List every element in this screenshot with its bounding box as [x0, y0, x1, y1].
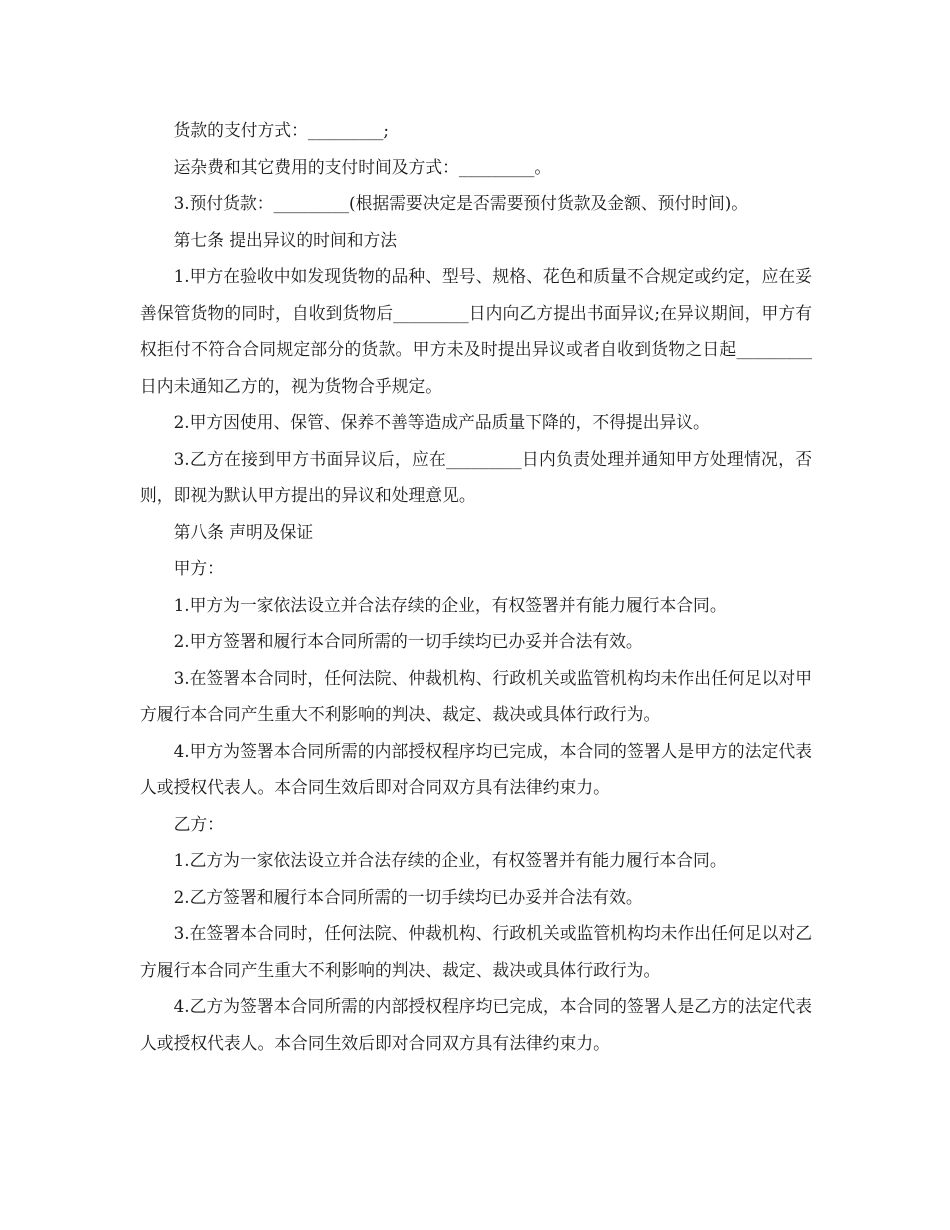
article-7-item-1: 1.甲方在验收中如发现货物的品种、型号、规格、花色和质量不合规定或约定，应在妥善保管货物的同时，自收到货物后_________日内向乙方提出书面异议;在异议期间，甲方有权拒付不符合合同规定部分的货款。甲方未及时提出异议或者自收到货物之日起_________日内未通知乙方的，视为货物合乎规定。 [140, 266, 812, 396]
party-b-item-3: 3.在签署本合同时，任何法院、仲裁机构、行政机关或监管机构均未作出任何足以对乙方履行本合同产生重大不利影响的判决、裁定、裁决或具体行政行为。 [140, 923, 812, 980]
payment-method-line: 货款的支付方式：_________; [173, 120, 390, 140]
party-a-item-2: 2.甲方签署和履行本合同所需的一切手续均已办妥并合法有效。 [173, 631, 643, 651]
prepayment-clause: 3.预付货款：_________(根据需要决定是否需要预付货款及金额、预付时间)。 [173, 193, 749, 213]
party-a-item-4: 4.甲方为签署本合同所需的内部授权程序均已完成，本合同的签署人是甲方的法定代表人或授权代表人。本合同生效后即对合同双方具有法律约束力。 [140, 740, 812, 797]
party-b-label: 乙方： [173, 813, 224, 834]
party-b-item-2: 2.乙方签署和履行本合同所需的一切手续均已办妥并合法有效。 [173, 886, 643, 907]
article-8-heading: 第八条 声明及保证 [173, 521, 314, 542]
party-a-item-3: 3.在签署本合同时，任何法院、仲裁机构、行政机关或监管机构均未作出任何足以对甲方履行本合同产生重大不利影响的判决、裁定、裁决或具体行政行为。 [140, 667, 812, 724]
party-a-item-1: 1.甲方为一家依法设立并合法存续的企业，有权签署并有能力履行本合同。 [173, 594, 727, 615]
freight-payment-line: 运杂费和其它费用的支付时间及方式：_________。 [173, 156, 552, 177]
party-b-item-4: 4.乙方为签署本合同所需的内部授权程序均已完成，本合同的签署人是乙方的法定代表人或授权代表人。本合同生效后即对合同双方具有法律约束力。 [140, 996, 812, 1053]
article-7-item-2: 2.甲方因使用、保管、保养不善等造成产品质量下降的，不得提出异议。 [173, 412, 710, 432]
document-body [140, 112, 812, 1061]
article-7-item-3: 3.乙方在接到甲方书面异议后，应在_________日内负责处理并通知甲方处理情况，否则，即视为默认甲方提出的异议和处理意见。 [140, 448, 812, 505]
party-a-label: 甲方： [173, 558, 224, 578]
article-7-heading: 第七条 提出异议的时间和方法 [173, 229, 398, 250]
party-b-item-1: 1.乙方为一家依法设立并合法存续的企业，有权签署并有能力履行本合同。 [173, 850, 727, 870]
